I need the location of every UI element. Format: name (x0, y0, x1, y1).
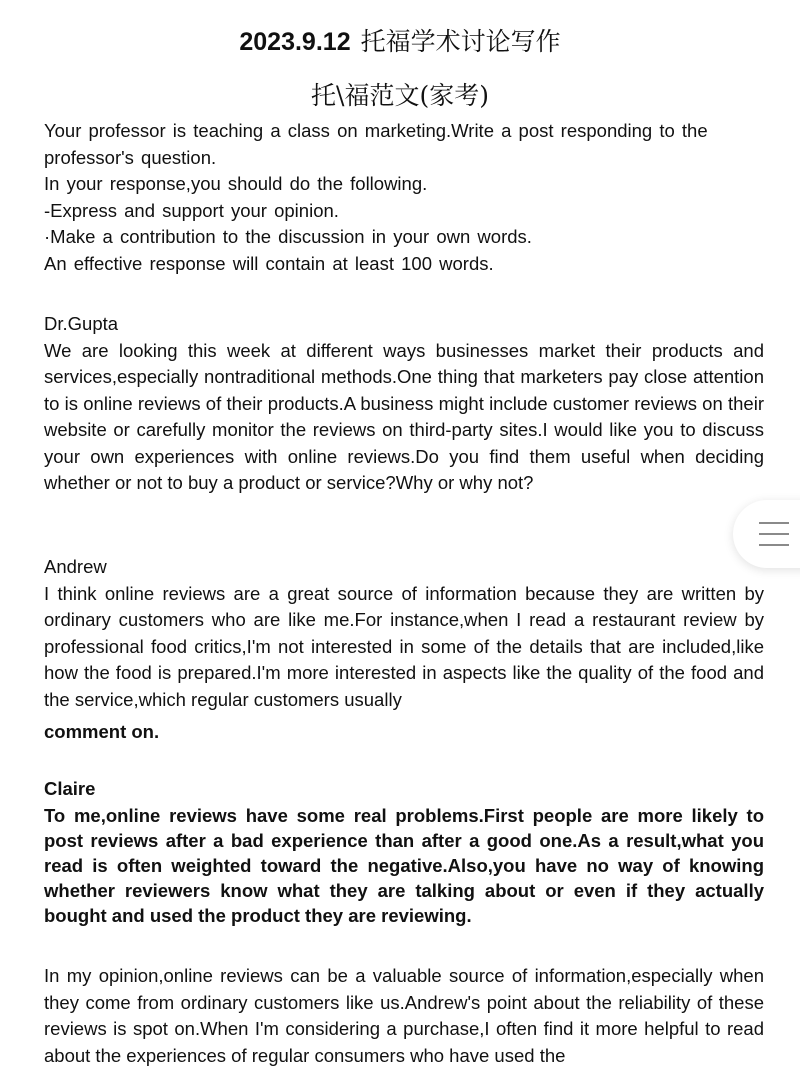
title-date: 2023.9.12 (239, 28, 351, 56)
professor-post (44, 311, 764, 497)
claire-post (44, 776, 764, 928)
prompt-instructions (44, 118, 764, 277)
post-text: To me,online reviews have some real problems.First people are more likely to post reviews after a bad experience than after a good one.As a result,what you read is often weighted toward the negative.Also,you have no way of knowing whether reviewers know what they are talking about or even if they actually bought and used the product they are reviewing. (44, 805, 764, 926)
title-chinese: 托福学术讨论写作 (360, 27, 561, 56)
post-text: We are looking this week at different ways businesses market their products and services,especially nontraditional methods.One thing that marketers pay close attention to is online reviews of their products.A business might include customer reviews on their website or carefully monitor the reviews on third-party sites.I would like you to discuss your own experiences with online reviews.Do you find them useful when deciding whether or not to buy a product or service?Why or why not? (44, 339, 764, 493)
prompt-line: An effective response will contain at least 100 words. (44, 252, 494, 274)
post-text-end: comment on. (44, 721, 160, 742)
prompt-line: -Express and support your opinion. (44, 199, 339, 221)
response-text: In my opinion,online reviews can be a valuable source of information,especially when they come from ordinary customers like us.Andrew's point about the reliability of these reviews is spot on.When I'm considering a purchase,I often find it more helpful to read about the experiences of regular consumers who have used the (44, 965, 764, 1066)
speaker-name: Andrew (44, 556, 107, 577)
page-subtitle: 托\福范文(家考) (311, 81, 489, 110)
post-text: I think online reviews are a great source of information because they are written by ordinary customers who are like me.For instance,when I read a restaurant review by professional food critics,I'm not interested in some of the details that are included,like how the food is prepared.I'm more interested in aspects like the quality of the food and the service,which regular customers usually (44, 582, 764, 710)
page-title (0, 22, 800, 58)
speaker-name: Claire (44, 778, 96, 799)
prompt-line: In your response,you should do the following. (44, 173, 428, 194)
model-response (44, 963, 764, 1069)
prompt-line: Your professor is teaching a class on marketing.Write a post responding to the professor's question. (44, 120, 708, 168)
speaker-name: Dr.Gupta (44, 313, 119, 334)
floating-menu-button[interactable] (733, 500, 800, 568)
prompt-line: ·Make a contribution to the discussion in your own words. (44, 226, 532, 247)
andrew-post (44, 554, 764, 746)
